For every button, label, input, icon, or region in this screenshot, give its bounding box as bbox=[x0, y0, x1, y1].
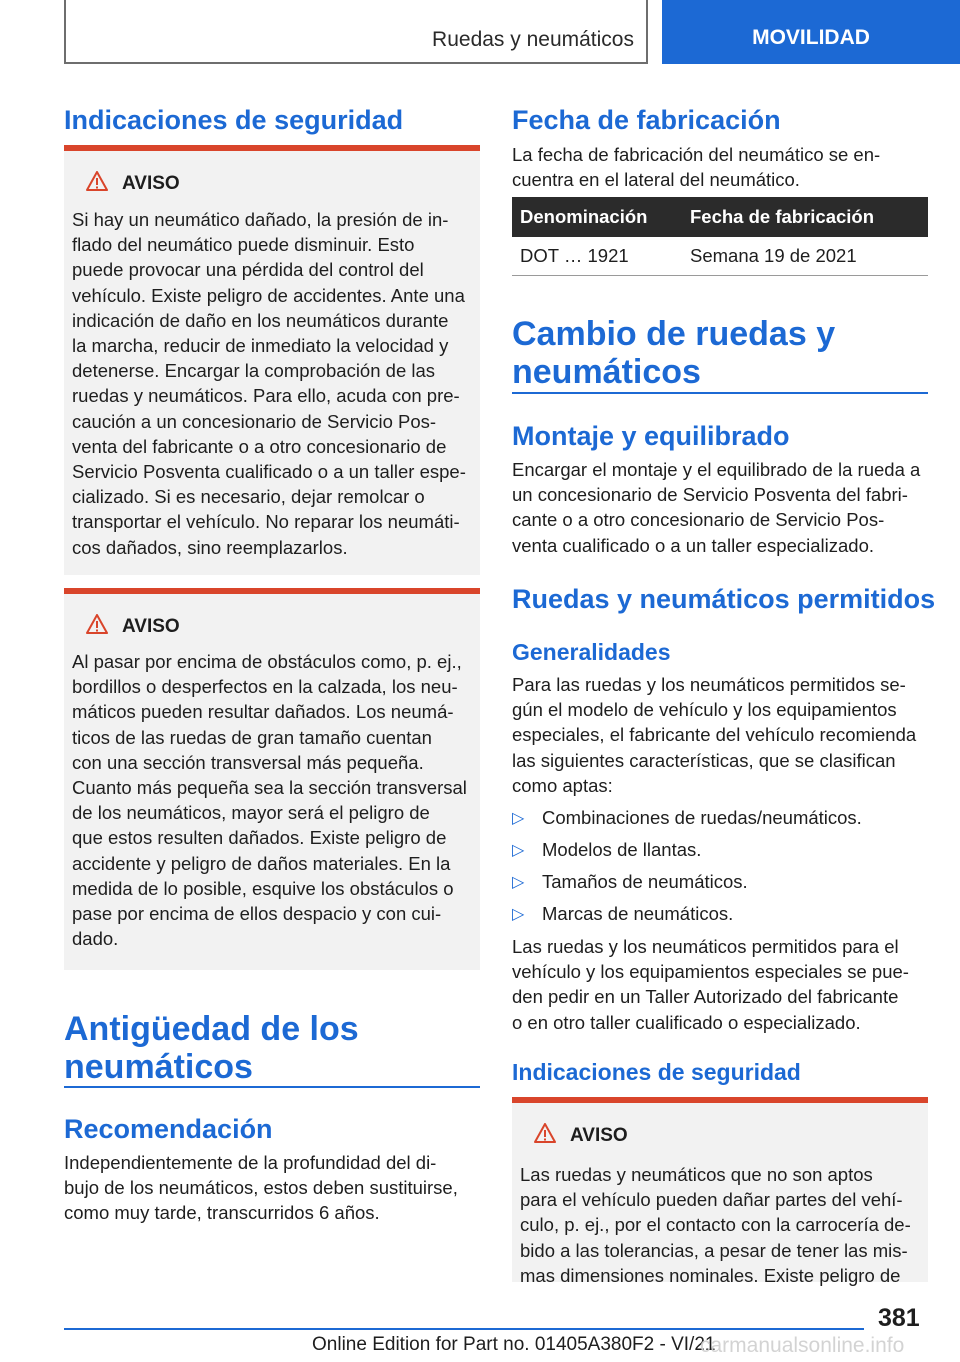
warning-text: Al pasar por encima de obstáculos como, p. ej., bordillos o desperfectos en la calzada, los neu- máticos pueden resultar dañados. Los neumá- ticos de las ruedas de gran tamaño cuentan con una sección transversal más pequeña. Cuanto más pequeña sea la sección transversal de los neumáticos, mayor será el peligro de que estos resulten dañados. Existe peligro de accidente y peligro de daños materiales. En la medida de lo posible, esquive los obstáculos o pase por encima de ellos despacio y con cui- dado. bbox=[72, 651, 467, 950]
warning-title: AVISO bbox=[570, 1124, 628, 1146]
warning-icon bbox=[86, 614, 108, 639]
table-row bbox=[512, 237, 928, 276]
footer-edition: Online Edition for Part no. 01405A380F2 - VI/21 bbox=[312, 1334, 716, 1355]
mounting-text: Encargar el montaje y el equilibrado de la rueda a un concesionario de Servicio Posventa del fabri- cante o a otro concesionario de Servicio Pos- venta cualificado o a un taller especializado. bbox=[512, 459, 921, 556]
footer-rule bbox=[64, 1328, 864, 1330]
warning-title: AVISO bbox=[122, 172, 180, 194]
safety-heading: Indicaciones de seguridad bbox=[64, 105, 404, 135]
manufacture-date-heading: Fecha de fabricación bbox=[512, 105, 781, 135]
warning-text: Si hay un neumático dañado, la presión de in- flado del neumático puede disminuir. Esto puede provocar una pérdida del control del vehículo. Existe peligro de accidentes. Ante una indicación de daño en los neumáticos durante la marcha, reducir de inmediato la velocidad y detenerse. Encargar la comprobación de las ruedas y neumáticos. Para ello, acuda con pre- caución a un concesionario de Servicio Pos- venta del fabricante o a otro concesionario de Servicio Posventa cualificado o a un taller espe- cializado. Si es necesario, dejar remolcar o transportar el vehículo. No reparar los neumáti- cos dañados, sino reemplazarlos. bbox=[72, 209, 466, 558]
section-rule bbox=[512, 392, 928, 394]
section-rule bbox=[64, 1086, 480, 1088]
header-section-title: Ruedas y neumáticos bbox=[432, 28, 634, 51]
table-header-cell: Fecha de fabricación bbox=[682, 197, 928, 237]
header-chapter-tab: MOVILIDAD bbox=[662, 0, 960, 64]
warning-icon bbox=[86, 171, 108, 196]
recommendation-heading: Recomendación bbox=[64, 1114, 273, 1144]
mounting-heading: Montaje y equilibrado bbox=[512, 421, 790, 451]
warning-text: Las ruedas y neumáticos que no son aptos para el vehículo pueden dañar partes del vehí- culo, p. ej., por el contacto con la carrocería de- bido a las tolerancias, a pesar de tener las mis- mas dimensiones nominales. Existe peligro de bbox=[520, 1164, 911, 1286]
table-header-cell: Denominación bbox=[512, 197, 682, 237]
warning-icon bbox=[534, 1123, 556, 1148]
tire-age-heading: Antigüedad de los neumáticos bbox=[64, 1010, 359, 1086]
page-number: 381 bbox=[878, 1304, 920, 1332]
safety-subheading: Indicaciones de seguridad bbox=[512, 1059, 801, 1085]
permitted-info-text: Las ruedas y los neumáticos permitidos para el vehículo y los equipamientos especiales se pue- den pedir en un Taller Autorizado del fabricante o en otro taller cualificado o especializado. bbox=[512, 936, 909, 1033]
recommendation-text: Independientemente de la profundidad del di- bujo de los neumáticos, estos deben sustituirse, como muy tarde, transcurridos 6 años. bbox=[64, 1152, 458, 1224]
triangle-bullet-icon: ▷ bbox=[512, 874, 525, 891]
table-header-row bbox=[512, 197, 928, 237]
general-text: Para las ruedas y los neumáticos permitidos se- gún el modelo de vehículo y los equipamientos especiales, el fabricante del vehículo recomienda las siguientes características, que se clasifican como aptas: bbox=[512, 674, 917, 796]
manufacture-date-table bbox=[512, 197, 928, 276]
warning-box-3 bbox=[512, 1097, 928, 1286]
warning-box-1 bbox=[64, 145, 480, 575]
triangle-bullet-icon: ▷ bbox=[512, 842, 525, 859]
watermark: carmanualsonline.info bbox=[700, 1334, 905, 1357]
running-header bbox=[64, 0, 648, 64]
table-cell: DOT … 1921 bbox=[512, 237, 682, 276]
warning-box-2 bbox=[64, 588, 480, 970]
general-heading: Generalidades bbox=[512, 639, 671, 665]
triangle-bullet-icon: ▷ bbox=[512, 810, 525, 827]
warning-title: AVISO bbox=[122, 615, 180, 637]
manufacture-date-text: La fecha de fabricación del neumático se en- cuentra en el lateral del neumático. bbox=[512, 144, 881, 191]
triangle-bullet-icon: ▷ bbox=[512, 906, 525, 923]
permitted-heading: Ruedas y neumáticos permitidos bbox=[512, 584, 936, 614]
table-cell: Semana 19 de 2021 bbox=[682, 237, 928, 276]
change-wheels-heading: Cambio de ruedas y neumáticos bbox=[512, 315, 836, 391]
